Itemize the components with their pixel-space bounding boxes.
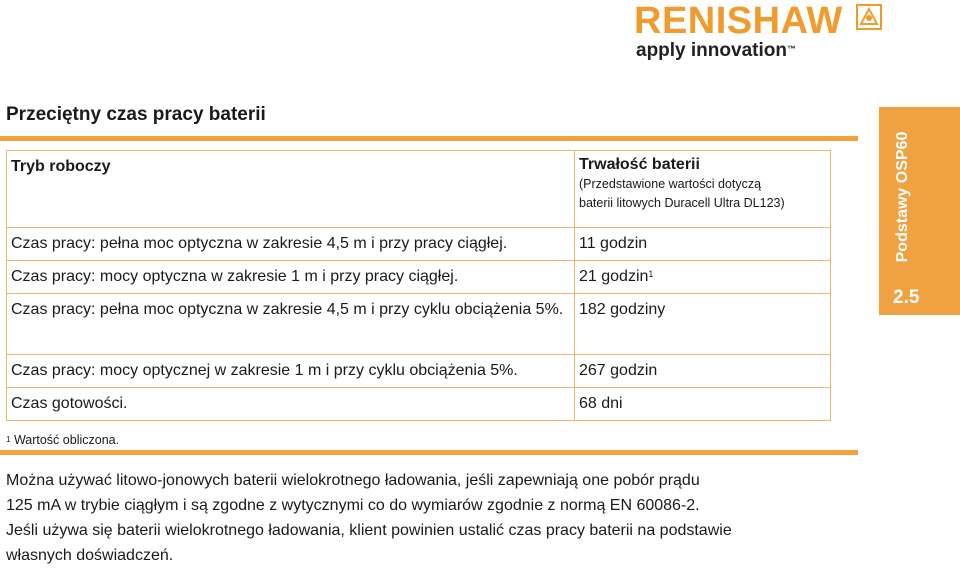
header-battery-note-line1: (Przedstawione wartości dotyczą [579, 177, 762, 191]
row-life: 68 dni [575, 388, 831, 421]
chapter-side-tab [879, 107, 960, 315]
row-life: 182 godziny [575, 294, 831, 355]
row-life: 267 godzin [575, 355, 831, 388]
top-divider [0, 136, 858, 141]
chapter-label-container [879, 107, 927, 285]
bottom-divider [0, 450, 858, 455]
renishaw-logo [634, 2, 890, 64]
chapter-label: Podstawy OSP60 [894, 131, 911, 263]
paragraph-line: Można używać litowo-jonowych baterii wielokrotnego ładowania, jeśli zapewniają one pobór prądu [6, 472, 700, 489]
header-operating-mode: Tryb roboczy [7, 151, 575, 228]
section-title: Przeciętny czas pracy baterii [6, 104, 266, 125]
paragraph-line: 125 mA w trybie ciągłym i są zgodne z wytycznymi co do wymiarów zgodnie z normą EN 60086-2. [6, 497, 700, 514]
logo-emblem-icon [856, 4, 882, 30]
paragraph-line: własnych doświadczeń. [6, 547, 174, 564]
table-footnote [6, 432, 119, 448]
logo-tagline: apply innovation™ [636, 40, 796, 61]
paragraph-line: Jeśli używa się baterii wielokrotnego ładowania, klient powinien ustalić czas pracy baterii na podstawie [6, 522, 732, 539]
row-mode: Czas pracy: pełna moc optyczna w zakresie 4,5 m i przy pracy ciągłej. [7, 228, 575, 261]
row-mode: Czas gotowości. [7, 388, 575, 421]
table-row [7, 388, 831, 421]
header-battery-life-title: Trwałość baterii [579, 156, 700, 173]
row-life-value: 21 godzin [579, 268, 649, 285]
table-row [7, 355, 831, 388]
table-row [7, 228, 831, 261]
footnote-marker: 1 [648, 269, 654, 279]
row-life [575, 261, 831, 294]
row-mode: Czas pracy: mocy optyczna w zakresie 1 m i przy pracy ciągłej. [7, 261, 575, 294]
row-life: 11 godzin [575, 228, 831, 261]
footnote-number: 1 [6, 435, 11, 444]
battery-life-table [6, 150, 831, 421]
header-battery-life [575, 151, 831, 228]
table-row [7, 294, 831, 355]
footnote-text: Wartość obliczona. [13, 433, 120, 447]
body-paragraph [6, 468, 846, 568]
row-mode: Czas pracy: mocy optycznej w zakresie 1 m i przy cyklu obciążenia 5%. [7, 355, 575, 388]
table-header-row [7, 151, 831, 228]
row-mode: Czas pracy: pełna moc optyczna w zakresie 4,5 m i przy cyklu obciążenia 5%. [7, 294, 575, 355]
table-row [7, 261, 831, 294]
chapter-number: 2.5 [893, 287, 920, 308]
header-battery-note-line2: baterii litowych Duracell Ultra DL123) [579, 196, 785, 210]
logo-wordmark: RENISHAW [634, 0, 843, 42]
